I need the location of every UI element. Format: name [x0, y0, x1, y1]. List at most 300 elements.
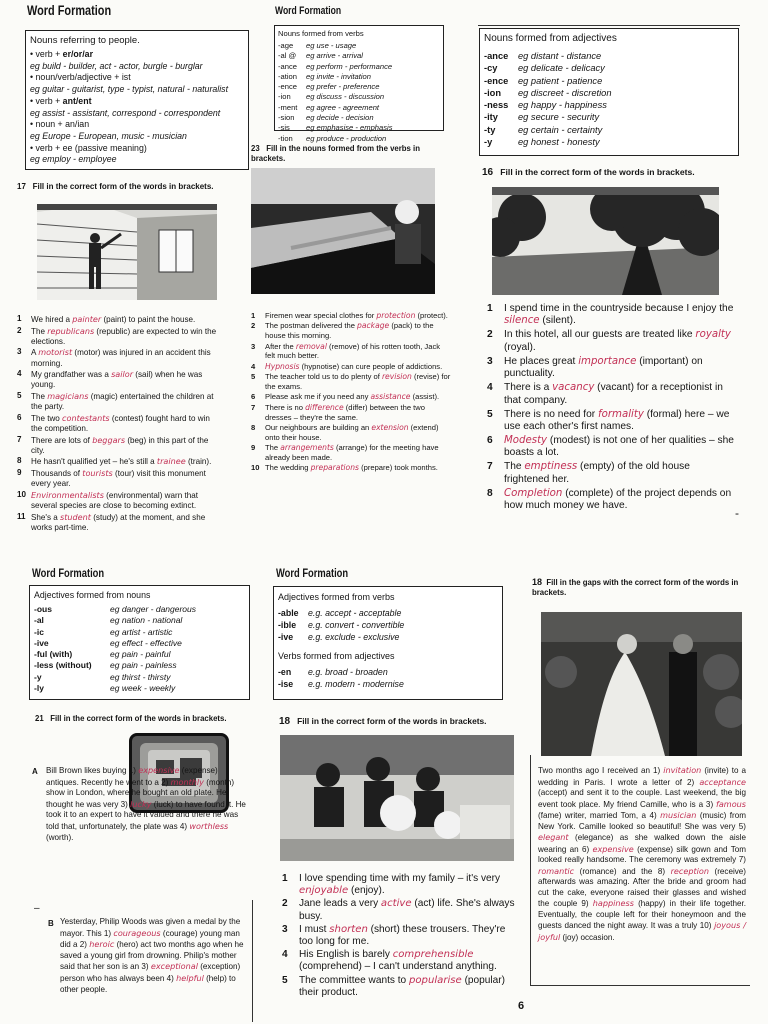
panel1-instruction-text: Fill in the correct form of the words in brackets. — [32, 182, 214, 191]
suffix-example: eg discreet - discretion — [518, 87, 612, 98]
item-text-after: (remove) of his rotten tooth, Jack felt much better. — [265, 341, 441, 361]
panel5-instruction-text: Fill in the correct form of the words in brackets. — [297, 716, 487, 726]
exercise-item — [17, 512, 222, 533]
handwritten-answer: elegant — [538, 832, 569, 842]
suffix-row — [34, 660, 196, 671]
box-line — [30, 61, 246, 73]
panel5-box-rows-2 — [278, 666, 404, 690]
panel5-exercise-list — [282, 873, 517, 1000]
exercise-item — [487, 303, 737, 328]
item-number: 1 — [251, 311, 256, 320]
suffix-key: -ful (with) — [34, 649, 73, 660]
suffix-example: eg artist - artistic — [110, 626, 173, 637]
handwritten-answer: invitation — [663, 765, 702, 775]
item-text-after: (differ) between the two dresses – they're the same. — [265, 402, 425, 422]
exercise-item — [487, 488, 737, 513]
item-text-before: There are lots of — [31, 435, 93, 445]
passage-text: Two months ago I received an 1) — [538, 766, 664, 775]
handwritten-answer: emptiness — [524, 461, 578, 473]
item-text-before: Our neighbours are building an — [265, 422, 372, 432]
handwritten-answer: motorist — [38, 347, 73, 358]
handwritten-answer: difference — [305, 402, 344, 412]
exercise-item — [251, 362, 451, 372]
suffix-key: -al @ — [278, 51, 297, 61]
box-line — [30, 131, 246, 143]
suffix-row — [34, 604, 196, 615]
item-number: 5 — [251, 372, 256, 382]
handwritten-answer: trainee — [156, 456, 186, 467]
exercise-item — [282, 949, 517, 974]
passage-text: (worth). — [46, 832, 74, 842]
bullet: • — [30, 119, 36, 130]
passage-text: (fame) writer, married Tom, a 4) — [538, 811, 661, 820]
suffix-key: -ness — [484, 100, 509, 111]
suffix-example: eg produce - production — [306, 133, 387, 143]
exercise-item — [251, 463, 451, 473]
panel3-dash: - — [735, 506, 739, 520]
handwritten-answer: formality — [598, 408, 644, 420]
panel5-box-rows-1 — [278, 607, 404, 643]
handwritten-answer: Modesty — [504, 435, 548, 447]
handwritten-answer: comprehensible — [392, 949, 474, 961]
item-number: 4 — [487, 382, 493, 394]
handwritten-answer: painter — [72, 314, 102, 324]
handwritten-answer: popularise — [408, 974, 462, 986]
suffix-row — [278, 103, 393, 113]
panel1-grammar-box — [25, 30, 249, 170]
handwritten-answer: enjoyable — [299, 885, 349, 897]
suffix-key: -ive — [278, 632, 294, 642]
exercise-item — [251, 311, 451, 321]
handwritten-answer: shorten — [329, 923, 368, 935]
handwritten-answer: protection — [376, 311, 416, 320]
item-number: 9 — [251, 443, 256, 453]
suffix-row — [278, 678, 404, 690]
bullet: • — [30, 72, 36, 83]
item-text-after: (arrange) for the meeting have already been made. — [265, 443, 439, 462]
exercise-item — [251, 392, 451, 402]
item-number: 5 — [17, 390, 22, 400]
rule-text: noun/verb/adjective + ist — [35, 72, 131, 83]
item-text-after: (empty) of the old house frightened her. — [504, 461, 690, 485]
suffix-key: -ation — [278, 71, 297, 81]
handwritten-answer: tourists — [82, 467, 113, 478]
item-text-after: (motor) was injured in an accident this morning. — [31, 348, 211, 368]
suffix-example: e.g. modern - modernise — [308, 679, 404, 689]
exercise-item — [282, 898, 517, 923]
item-number: 6 — [17, 412, 22, 422]
handwritten-answer: happiness — [592, 898, 634, 908]
suffix-row — [278, 72, 393, 82]
item-text-after: (sail) when he was young. — [31, 370, 203, 390]
item-number: 6 — [251, 392, 256, 402]
passage-text: (romance) and the 8) — [574, 866, 671, 876]
suffix-example: eg danger - dangerous — [110, 604, 197, 614]
handwritten-answer: silence — [504, 315, 540, 327]
exercise-item — [487, 382, 737, 407]
rule-text: verb + — [35, 49, 63, 59]
exercise-item — [251, 423, 451, 443]
exercise-item — [251, 342, 451, 362]
item-number: 11 — [17, 511, 26, 521]
item-text-before: I spend time in the countryside because I enjoy the — [504, 303, 734, 314]
rule-text: verb + — [35, 95, 63, 106]
panel1-box-lines — [30, 49, 246, 166]
item-text-after: (protect). — [415, 311, 448, 320]
panel3-box-title: Nouns formed from adjectives — [484, 33, 617, 44]
handwritten-answer: arrangements — [280, 443, 334, 453]
handwritten-answer: vacancy — [552, 382, 595, 394]
suffix: ant/ent — [62, 95, 92, 106]
suffix-row — [484, 50, 612, 62]
panel6-instruction — [532, 577, 747, 598]
suffix-row — [484, 136, 612, 148]
suffix-key: -ence — [278, 82, 297, 92]
item-number: 1 — [17, 314, 22, 323]
panel4-text-b-label: B — [48, 919, 54, 928]
suffix-key: -y — [484, 137, 493, 148]
item-number: 10 — [251, 463, 260, 473]
suffix-row — [34, 683, 196, 694]
item-text-before: We hired a — [31, 315, 73, 324]
suffix-key: -ise — [278, 679, 294, 689]
item-text-after: (environmental) warn that several species are close to becoming extinct. — [31, 490, 198, 510]
passage-text: (luck) to have found it. He took it to an expert to have it valued and there he was told that, unfortunately, the plate was 4) — [46, 799, 246, 831]
panel6-text — [538, 765, 746, 943]
item-text-after: (revise) for the exams. — [265, 372, 451, 391]
passage-text: Yesterday, Philip Woods was given a medal by the mayor. This 1) — [60, 917, 241, 938]
item-text-after: (paint) to paint the house. — [101, 315, 196, 324]
item-text-before: Firemen wear special clothes for — [265, 311, 377, 320]
item-number: 7 — [251, 402, 256, 412]
passage-text: (joy) occasion. — [560, 932, 615, 942]
exercise-item — [487, 409, 737, 434]
exercise-item — [17, 314, 222, 325]
panel3-top-rule — [478, 25, 740, 26]
handwritten-answer: extension — [371, 422, 409, 432]
exercise-item — [17, 369, 222, 390]
handwritten-answer: republicans — [47, 325, 95, 336]
item-number: 3 — [487, 355, 493, 367]
suffix-row — [278, 92, 393, 102]
exercise-item — [487, 329, 737, 354]
item-number: 1 — [282, 873, 288, 884]
panel3-instruction-number: 16 — [482, 167, 494, 178]
handwritten-answer: reception — [670, 865, 709, 876]
exercise-item — [17, 468, 222, 489]
example-text: eg assist - assistant, correspond - correspondent — [30, 107, 221, 118]
suffix-key: -sis — [278, 123, 290, 133]
suffix-key: -ion — [278, 92, 291, 102]
panel1-instruction-number: 17 — [17, 182, 26, 191]
panel4-text-b — [60, 917, 252, 995]
handwritten-answer: worthless — [189, 820, 229, 831]
handwritten-answer: active — [380, 898, 412, 910]
suffix-key: -ible — [278, 620, 297, 630]
panel5-instruction-number: 18 — [279, 716, 291, 727]
item-number: 2 — [251, 321, 256, 331]
passage-text: Bill Brown likes buying 1) — [46, 766, 139, 775]
item-number: 4 — [17, 369, 22, 379]
passage-text: (music) from New York. Camille looked so beautiful! She was very 5) — [538, 811, 746, 831]
item-text-after: (magic) entertained the children at the party. — [31, 391, 214, 412]
exercise-item — [487, 461, 737, 486]
item-text-before: Please ask me if you need any — [265, 392, 371, 402]
panel2-instruction-text: Fill in the nouns formed from the verbs in brackets. — [251, 144, 420, 163]
handwritten-answer: Completion — [504, 487, 563, 499]
rule-text: noun + an/ian — [35, 119, 90, 130]
suffix-example: eg decide - decision — [306, 113, 374, 123]
suffix: er/or/ar — [62, 49, 93, 59]
passage-text: (hero) act two months ago when he saved a young girl from drowning. Philip's mother said that her son is an 3) — [60, 940, 244, 972]
box-line — [30, 108, 246, 120]
exercise-item — [251, 403, 451, 423]
item-text-after: (short) these trousers. They're too long for me. — [299, 923, 506, 948]
suffix-key: -ty — [484, 124, 496, 135]
suffix-row — [278, 134, 393, 144]
handwritten-answer: contestants — [62, 412, 110, 423]
suffix-row — [484, 75, 612, 87]
suffix-example: eg perform - performance — [306, 61, 393, 71]
suffix-example: eg secure - security — [518, 112, 600, 123]
item-text-after: (contest) fought hard to win the competition. — [31, 413, 210, 433]
suffix-example: eg pain - painless — [110, 660, 177, 671]
suffix-example: eg prefer - preference — [306, 82, 380, 92]
item-text-before: There is no — [265, 402, 306, 412]
handwritten-answer: romantic — [538, 865, 575, 876]
handwritten-answer: royalty — [695, 329, 731, 341]
item-text-after: (enjoy). — [348, 885, 385, 897]
suffix-example: eg honest - honesty — [518, 137, 600, 148]
item-number: 9 — [17, 467, 22, 477]
bullet: • — [30, 95, 36, 106]
suffix-row — [34, 672, 196, 683]
passage-text: (help) to other people. — [60, 973, 236, 994]
panel2-exercise-list — [251, 311, 451, 474]
panel3-grammar-box — [479, 28, 739, 156]
item-text-before: Thousands of — [31, 468, 83, 478]
suffix-row — [34, 649, 196, 660]
suffix-key: -ity — [484, 112, 498, 123]
passage-text: (expense) antiques. Recently he went to a 2) — [46, 766, 218, 787]
example-text: eg Europe - European, music - musician — [30, 130, 187, 141]
exercise-item — [17, 456, 222, 467]
item-number: 5 — [487, 408, 493, 420]
suffix-example: e.g. broad - broaden — [308, 667, 388, 677]
handwritten-answer: musician — [660, 810, 697, 820]
item-number: 3 — [282, 923, 288, 935]
suffix-example: eg patient - patience — [518, 75, 603, 86]
box-line — [30, 72, 246, 84]
suffix-key: -al — [34, 615, 44, 626]
suffix-example: eg emphasise - emphasis — [306, 123, 393, 133]
suffix-row — [484, 99, 612, 111]
suffix-key: -ance — [484, 51, 509, 61]
panel2-instruction — [251, 144, 431, 164]
handwritten-answer: removal — [295, 341, 327, 351]
exercise-item — [487, 435, 737, 460]
item-number: 4 — [251, 361, 256, 371]
panel4-side-rule — [252, 900, 253, 1022]
handwritten-answer: monthly — [170, 776, 204, 787]
handwritten-answer: assistance — [370, 392, 411, 402]
item-number: 7 — [487, 461, 493, 473]
panel4-box-title: Adjectives formed from nouns — [34, 590, 151, 600]
suffix-key: -y — [34, 671, 42, 682]
panel1-exercise-list — [17, 314, 222, 533]
suffix-example: e.g. convert - convertible — [308, 620, 405, 630]
panel4-title: Word Formation — [32, 566, 105, 580]
handwritten-answer: lucky — [130, 798, 152, 809]
suffix-example: eg invite - invitation — [306, 71, 372, 81]
suffix-key: -ence — [484, 75, 509, 86]
item-number: 8 — [487, 487, 493, 499]
box-line — [30, 96, 246, 108]
suffix-key: -ly — [34, 683, 44, 694]
suffix-row — [278, 51, 393, 61]
item-number: 2 — [17, 325, 22, 335]
suffix-example: eg happy - happiness — [518, 100, 607, 111]
exercise-item — [251, 372, 451, 392]
suffix-example: eg thirst - thirsty — [110, 671, 171, 682]
panel5-title: Word Formation — [276, 566, 349, 580]
panel1-title: Word Formation — [27, 2, 112, 18]
item-text-before: He hasn't qualified yet – he's still a — [31, 457, 157, 467]
suffix-row — [278, 631, 404, 643]
suffix-key: -age — [278, 41, 294, 50]
item-text-before: There is a — [504, 382, 553, 394]
item-text-before: My grandfather was a — [31, 370, 112, 380]
item-number: 6 — [487, 435, 493, 447]
panel5-box-title-1: Adjectives formed from verbs — [278, 592, 395, 602]
panel5-grammar-box — [273, 586, 503, 700]
item-number: 8 — [17, 456, 22, 466]
example-text: eg guitar - guitarist, type - typist, natural - naturalist — [30, 84, 229, 95]
panel4-grammar-box — [29, 585, 250, 700]
item-number: 10 — [17, 489, 27, 499]
exercise-item — [282, 975, 517, 1000]
suffix-example: eg week - weekly — [110, 683, 176, 694]
panel5-box-title-2: Verbs formed from adjectives — [278, 651, 395, 661]
box-line — [30, 84, 246, 96]
handwritten-answer: heroic — [89, 939, 115, 950]
suffix-row — [484, 87, 612, 99]
item-text-before: She's a — [31, 512, 60, 522]
passage-text: (elegance) as she walked down the aisle wearing an 6) — [538, 833, 746, 854]
panel2-title: Word Formation — [275, 5, 342, 17]
suffix-example: eg certain - certainty — [518, 124, 603, 135]
panel6-photo-wedding — [541, 612, 742, 756]
panel4-text-a — [46, 765, 251, 843]
panel6-instruction-text: Fill in the gaps with the correct form of the words in brackets. — [532, 578, 739, 597]
suffix-key: -less (without) — [34, 660, 92, 671]
panel4-box-rows — [34, 604, 196, 694]
suffix-row — [34, 638, 196, 649]
page-number: 6 — [518, 1000, 525, 1012]
item-text-after: (vacant) for a receptionist in that company. — [504, 382, 723, 406]
panel4-text-a-label: A — [32, 767, 38, 776]
handwritten-answer: expensive — [592, 843, 634, 854]
panel2-photo-firefighter — [251, 168, 435, 294]
suffix-example: eg nation - national — [110, 615, 183, 626]
item-text-after: (assist). — [410, 392, 440, 402]
example-text: eg build - builder, act - actor, burgle - burglar — [30, 60, 203, 71]
item-text-before: The — [31, 326, 48, 336]
handwritten-answer: importance — [578, 355, 637, 367]
suffix-row — [278, 666, 404, 678]
passage-text: (invite) to a wedding in Paris. I wrote a letter of 2) — [538, 766, 746, 787]
suffix-row — [34, 627, 196, 638]
handwritten-answer: package — [357, 321, 390, 331]
bullet: • — [30, 142, 36, 153]
panel3-box-rows — [484, 50, 612, 148]
item-text-before: The committee wants to — [299, 974, 409, 986]
item-text-after: (modest) is not one of her qualities – she boasts a lot. — [504, 435, 734, 459]
item-text-before: In this hotel, all our guests are treated like — [504, 329, 696, 341]
exercise-item — [17, 326, 222, 347]
panel4-instruction-number: 21 — [35, 714, 44, 723]
panel1-photo-painter — [37, 204, 217, 300]
item-number: 2 — [487, 329, 493, 341]
item-number: 1 — [487, 303, 493, 314]
item-text-before: The — [31, 391, 48, 401]
suffix-row — [484, 62, 612, 74]
suffix-example: eg effect - effective — [110, 637, 182, 648]
passage-text: (receive) afterwards was amazing. After the bride and groom had cut the cake, everyone raised their glasses and wished the couple 9) — [538, 866, 747, 908]
handwritten-answer: helpful — [176, 972, 204, 983]
item-text-before: The two — [31, 413, 63, 423]
exercise-item — [282, 873, 517, 898]
passage-text: (month) show in London, where he bought an old plate. He thought he was very 3) — [46, 777, 235, 809]
item-text-after: (hypnotise) can cure people of addictions. — [299, 361, 443, 371]
item-number: 8 — [251, 422, 256, 432]
item-number: 4 — [282, 949, 288, 961]
suffix-example: e.g. accept - acceptable — [308, 608, 402, 618]
suffix-example: eg pain - painful — [110, 649, 171, 660]
suffix-example: eg agree - agreement — [306, 102, 380, 112]
box-line — [30, 154, 246, 166]
item-text-after: (pack) to the house this morning. — [265, 321, 434, 341]
suffix-row — [484, 124, 612, 136]
panel2-instruction-number: 23 — [251, 144, 260, 153]
item-text-before: He places great — [504, 355, 579, 367]
passage-text: (courage) young man did a 2) — [60, 928, 240, 950]
exercise-item — [251, 443, 451, 463]
handwritten-answer: sailor — [111, 369, 134, 380]
panel3-photo-countryside — [492, 187, 719, 295]
example-text: eg employ - employee — [30, 154, 117, 165]
suffix-row — [278, 123, 393, 133]
item-text-before: The wedding — [265, 463, 311, 473]
exercise-item — [17, 490, 222, 511]
suffix-row — [278, 607, 404, 619]
passage-text: (expense) silk gown and Tom looked really handsome. The ceremony was extremely 7) — [538, 844, 746, 864]
item-number: 3 — [17, 347, 22, 357]
suffix-example: eg arrive - arrival — [306, 51, 363, 61]
item-number: 7 — [17, 434, 22, 444]
handwritten-answer: expensive — [138, 765, 180, 775]
suffix-row — [484, 111, 612, 123]
item-text-before: The teacher told us to do plenty of — [265, 372, 382, 382]
item-text-after: (popular) their product. — [299, 974, 505, 998]
item-text-after: (beg) in this part of the city. — [31, 435, 209, 455]
handwritten-answer: revision — [381, 372, 412, 382]
item-text-after: (act) life. She's always busy. — [299, 898, 515, 922]
suffix-key: -tion — [278, 133, 293, 143]
item-number: 3 — [251, 341, 256, 351]
suffix-key: -sion — [278, 113, 295, 123]
item-text-after: (prepare) took months. — [358, 463, 438, 473]
